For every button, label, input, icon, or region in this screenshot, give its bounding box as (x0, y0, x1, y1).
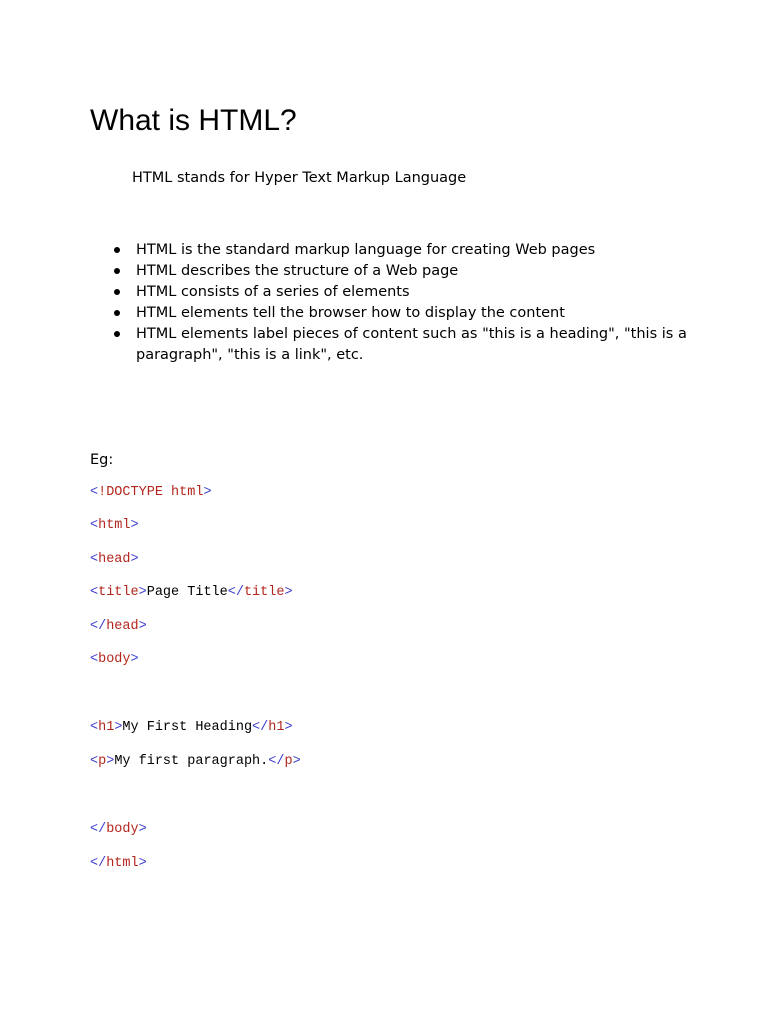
bullet-icon (114, 331, 120, 337)
code-bracket: > (130, 552, 139, 567)
code-text: My First Heading (122, 720, 253, 735)
code-bracket: </ (227, 585, 244, 600)
code-bracket: > (138, 856, 147, 871)
code-line-h1 (90, 719, 293, 737)
bullet-icon (114, 289, 120, 295)
list-item (90, 324, 690, 366)
list-item (90, 240, 690, 261)
code-bracket: > (130, 652, 139, 667)
code-line-p (90, 753, 301, 771)
code-bracket: < (90, 518, 99, 533)
example-label: Eg: (90, 452, 114, 468)
code-tag: h1 (268, 720, 285, 735)
code-tag: title (98, 585, 139, 600)
code-tag: body (106, 822, 139, 837)
code-bracket: > (130, 518, 139, 533)
list-item-text: HTML consists of a series of elements (136, 284, 410, 300)
list-item-text: HTML elements tell the browser how to display the content (136, 305, 565, 321)
code-line-title (90, 584, 293, 602)
list-item-text: HTML is the standard markup language for creating Web pages (136, 242, 596, 258)
code-bracket: </ (90, 856, 107, 871)
code-line-doctype (90, 484, 212, 502)
subtitle: HTML stands for Hyper Text Markup Language (132, 170, 467, 186)
code-bracket: </ (252, 720, 269, 735)
bullet-icon (114, 247, 120, 253)
code-tag: p (98, 754, 107, 769)
code-line-html-close (90, 855, 147, 873)
code-bracket: > (138, 822, 147, 837)
code-tag: h1 (98, 720, 115, 735)
code-bracket: > (106, 754, 115, 769)
code-bracket: > (284, 585, 293, 600)
code-bracket: > (114, 720, 123, 735)
page-title: What is HTML? (90, 104, 297, 137)
code-bracket: < (90, 652, 99, 667)
code-bracket: > (138, 585, 147, 600)
list-item (90, 282, 690, 303)
code-line-body-open (90, 651, 139, 669)
code-tag: body (98, 652, 131, 667)
code-tag: head (106, 619, 139, 634)
code-bracket: > (203, 485, 212, 500)
code-bracket: </ (90, 619, 107, 634)
code-bracket: < (90, 754, 99, 769)
code-bracket: < (90, 720, 99, 735)
code-bracket: < (90, 585, 99, 600)
code-line-head-open (90, 551, 139, 569)
code-tag: html (98, 518, 131, 533)
code-tag: p (284, 754, 293, 769)
code-tag: head (98, 552, 131, 567)
code-line-body-close (90, 821, 147, 839)
code-tag: html (106, 856, 139, 871)
code-tag: title (243, 585, 285, 600)
bullet-icon (114, 310, 120, 316)
list-item (90, 261, 690, 282)
code-text: My first paragraph. (114, 754, 269, 769)
code-bracket: < (90, 485, 99, 500)
bullet-list (90, 240, 690, 366)
code-bracket: </ (90, 822, 107, 837)
list-item-text: HTML elements label pieces of content such as "this is a heading", "this is a paragraph", "this is a link", etc. (136, 326, 687, 363)
code-bracket: < (90, 552, 99, 567)
list-item (90, 303, 690, 324)
bullet-icon (114, 268, 120, 274)
code-bracket: > (292, 754, 301, 769)
list-item-text: HTML describes the structure of a Web page (136, 263, 459, 279)
code-text: Page Title (146, 585, 228, 600)
code-bracket: </ (268, 754, 285, 769)
code-tag: !DOCTYPE html (98, 485, 204, 500)
code-line-html-open (90, 517, 139, 535)
code-bracket: > (138, 619, 147, 634)
code-line-head-close (90, 618, 147, 636)
code-bracket: > (284, 720, 293, 735)
